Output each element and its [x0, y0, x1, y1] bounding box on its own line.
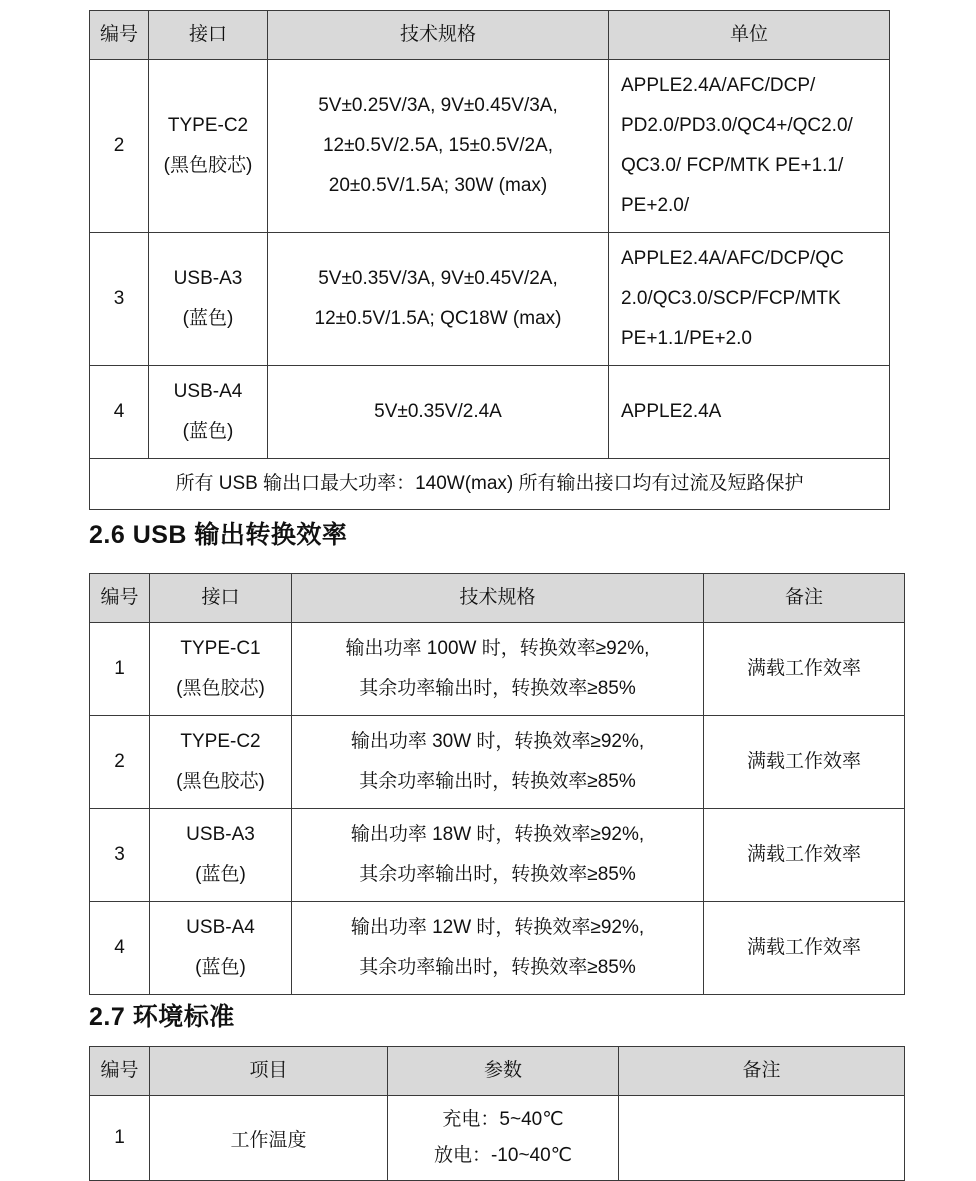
interface-color: (蓝色)	[195, 957, 246, 978]
spec-line: 12±0.5V/1.5A; QC18W (max)	[314, 308, 562, 329]
row-number: 1	[114, 1127, 125, 1148]
spec-text	[292, 809, 703, 901]
cell-remark	[704, 902, 905, 995]
row-number: 1	[114, 658, 125, 679]
cell-unit	[609, 366, 890, 459]
remark-text	[619, 1132, 904, 1144]
spec-text	[268, 386, 608, 438]
table-footer-row	[90, 459, 890, 510]
spec-text	[292, 623, 703, 715]
table-row	[90, 1096, 905, 1181]
spec-line: 输出功率 100W 时，转换效率≥92%,	[345, 638, 650, 659]
spec-text	[292, 902, 703, 994]
table-row	[90, 233, 890, 366]
column-header-interface: 接口	[149, 11, 268, 60]
row-number: 4	[113, 401, 125, 422]
spec-line: 5V±0.35V/2.4A	[374, 401, 502, 422]
param-line: 放电：-10~40℃	[433, 1145, 573, 1166]
cell-remark	[704, 716, 905, 809]
item-name: 工作温度	[230, 1129, 307, 1151]
interface-label	[149, 366, 267, 458]
cell-no	[90, 809, 150, 902]
spec-line: 输出功率 12W 时，转换效率≥92%,	[350, 917, 645, 938]
interface-name: USB-A3	[186, 824, 255, 845]
unit-line: PD2.0/PD3.0/QC4+/QC2.0/	[621, 115, 853, 136]
cell-footer-note	[90, 459, 890, 510]
param-line: 充电：5~40℃	[442, 1109, 564, 1130]
cell-param	[388, 1096, 619, 1181]
cell-no	[90, 623, 150, 716]
unit-line: 2.0/QC3.0/SCP/FCP/MTK	[621, 288, 841, 309]
table-row	[90, 809, 905, 902]
spec-text	[268, 253, 608, 345]
interface-name: TYPE-C2	[180, 731, 261, 752]
column-header-no: 编号	[90, 11, 149, 60]
spec-line: 20±0.5V/1.5A; 30W (max)	[328, 175, 548, 196]
cell-spec	[268, 366, 609, 459]
cell-spec	[268, 60, 609, 233]
unit-line: APPLE2.4A/AFC/DCP/	[621, 75, 816, 96]
interface-label	[150, 623, 291, 715]
cell-spec	[268, 233, 609, 366]
interface-name: USB-A3	[173, 268, 243, 289]
unit-line: QC3.0/ FCP/MTK PE+1.1/	[621, 155, 844, 176]
cell-remark	[619, 1096, 905, 1181]
cell-no	[90, 233, 149, 366]
spec-line: 其余功率输出时，转换效率≥85%	[359, 957, 636, 978]
section-heading-2-7: 2.7 环境标准	[89, 1003, 235, 1031]
spec-line: 输出功率 18W 时，转换效率≥92%,	[350, 824, 645, 845]
spec-line: 5V±0.35V/3A, 9V±0.45V/2A,	[318, 268, 558, 289]
remark-text: 满载工作效率	[746, 751, 861, 772]
table-row	[90, 623, 905, 716]
unit-line: PE+2.0/	[621, 195, 690, 216]
unit-text	[609, 60, 889, 232]
row-number: 3	[113, 288, 125, 309]
row-number: 4	[114, 937, 125, 958]
spec-text	[292, 716, 703, 808]
spec-line: 5V±0.25V/3A, 9V±0.45V/3A,	[318, 95, 558, 116]
interface-label	[150, 809, 291, 901]
interface-color: (蓝色)	[182, 308, 234, 329]
interface-label	[150, 902, 291, 994]
cell-interface	[149, 366, 268, 459]
row-number: 2	[114, 751, 125, 772]
param-text	[388, 1096, 618, 1180]
spec-text	[268, 80, 608, 212]
cell-remark	[704, 809, 905, 902]
column-header-no: 编号	[90, 574, 150, 623]
cell-no	[90, 716, 150, 809]
spec-line: 12±0.5V/2.5A, 15±0.5V/2A,	[322, 135, 553, 156]
row-number: 3	[114, 844, 125, 865]
column-header-unit: 单位	[609, 11, 890, 60]
cell-no	[90, 1096, 150, 1181]
cell-item	[150, 1096, 388, 1181]
column-header-remark: 备注	[619, 1047, 905, 1096]
remark-text: 满载工作效率	[746, 658, 861, 679]
column-header-no: 编号	[90, 1047, 150, 1096]
cell-remark	[704, 623, 905, 716]
column-header-item: 项目	[150, 1047, 388, 1096]
remark-text: 满载工作效率	[746, 937, 861, 958]
environment-standard-table	[89, 1046, 905, 1181]
unit-line: PE+1.1/PE+2.0	[621, 328, 752, 349]
spec-line: 其余功率输出时，转换效率≥85%	[359, 864, 636, 885]
table-row	[90, 716, 905, 809]
spec-line: 其余功率输出时，转换效率≥85%	[359, 771, 636, 792]
cell-interface	[150, 902, 292, 995]
interface-color: (蓝色)	[182, 421, 234, 442]
table-header-row	[90, 11, 890, 60]
interface-color: (黑色胶芯)	[176, 678, 265, 699]
cell-interface	[149, 60, 268, 233]
unit-line: APPLE2.4A	[621, 401, 722, 422]
cell-interface	[149, 233, 268, 366]
cell-no	[90, 60, 149, 233]
footer-note-text: 所有 USB 输出口最大功率：140W(max) 所有输出接口均有过流及短路保护	[175, 473, 804, 494]
cell-interface	[150, 716, 292, 809]
interface-name: TYPE-C1	[180, 638, 261, 659]
table-header-row	[90, 574, 905, 623]
unit-text	[609, 386, 889, 438]
column-header-remark: 备注	[704, 574, 905, 623]
cell-unit	[609, 233, 890, 366]
column-header-param: 参数	[388, 1047, 619, 1096]
usb-output-spec-table	[89, 10, 890, 510]
interface-name: USB-A4	[186, 917, 255, 938]
spec-line: 其余功率输出时，转换效率≥85%	[359, 678, 636, 699]
cell-spec	[292, 716, 704, 809]
table-row	[90, 902, 905, 995]
cell-interface	[150, 809, 292, 902]
cell-spec	[292, 809, 704, 902]
unit-text	[609, 233, 889, 365]
interface-name: USB-A4	[173, 381, 243, 402]
usb-efficiency-table	[89, 573, 905, 995]
row-number: 2	[113, 135, 125, 156]
table-row	[90, 60, 890, 233]
remark-text: 满载工作效率	[746, 844, 861, 865]
column-header-spec: 技术规格	[292, 574, 704, 623]
unit-line: APPLE2.4A/AFC/DCP/QC	[621, 248, 844, 269]
cell-unit	[609, 60, 890, 233]
column-header-spec: 技术规格	[268, 11, 609, 60]
cell-spec	[292, 623, 704, 716]
interface-color: (黑色胶芯)	[176, 771, 265, 792]
cell-interface	[150, 623, 292, 716]
interface-name: TYPE-C2	[167, 115, 249, 136]
interface-color: (黑色胶芯)	[163, 155, 253, 176]
cell-no	[90, 366, 149, 459]
cell-no	[90, 902, 150, 995]
table-row	[90, 366, 890, 459]
table-header-row	[90, 1047, 905, 1096]
spec-line: 输出功率 30W 时，转换效率≥92%,	[350, 731, 645, 752]
interface-label	[149, 253, 267, 345]
interface-color: (蓝色)	[195, 864, 246, 885]
section-heading-2-6: 2.6 USB 输出转换效率	[89, 521, 348, 549]
column-header-interface: 接口	[150, 574, 292, 623]
interface-label	[150, 716, 291, 808]
cell-spec	[292, 902, 704, 995]
interface-label	[149, 100, 267, 192]
